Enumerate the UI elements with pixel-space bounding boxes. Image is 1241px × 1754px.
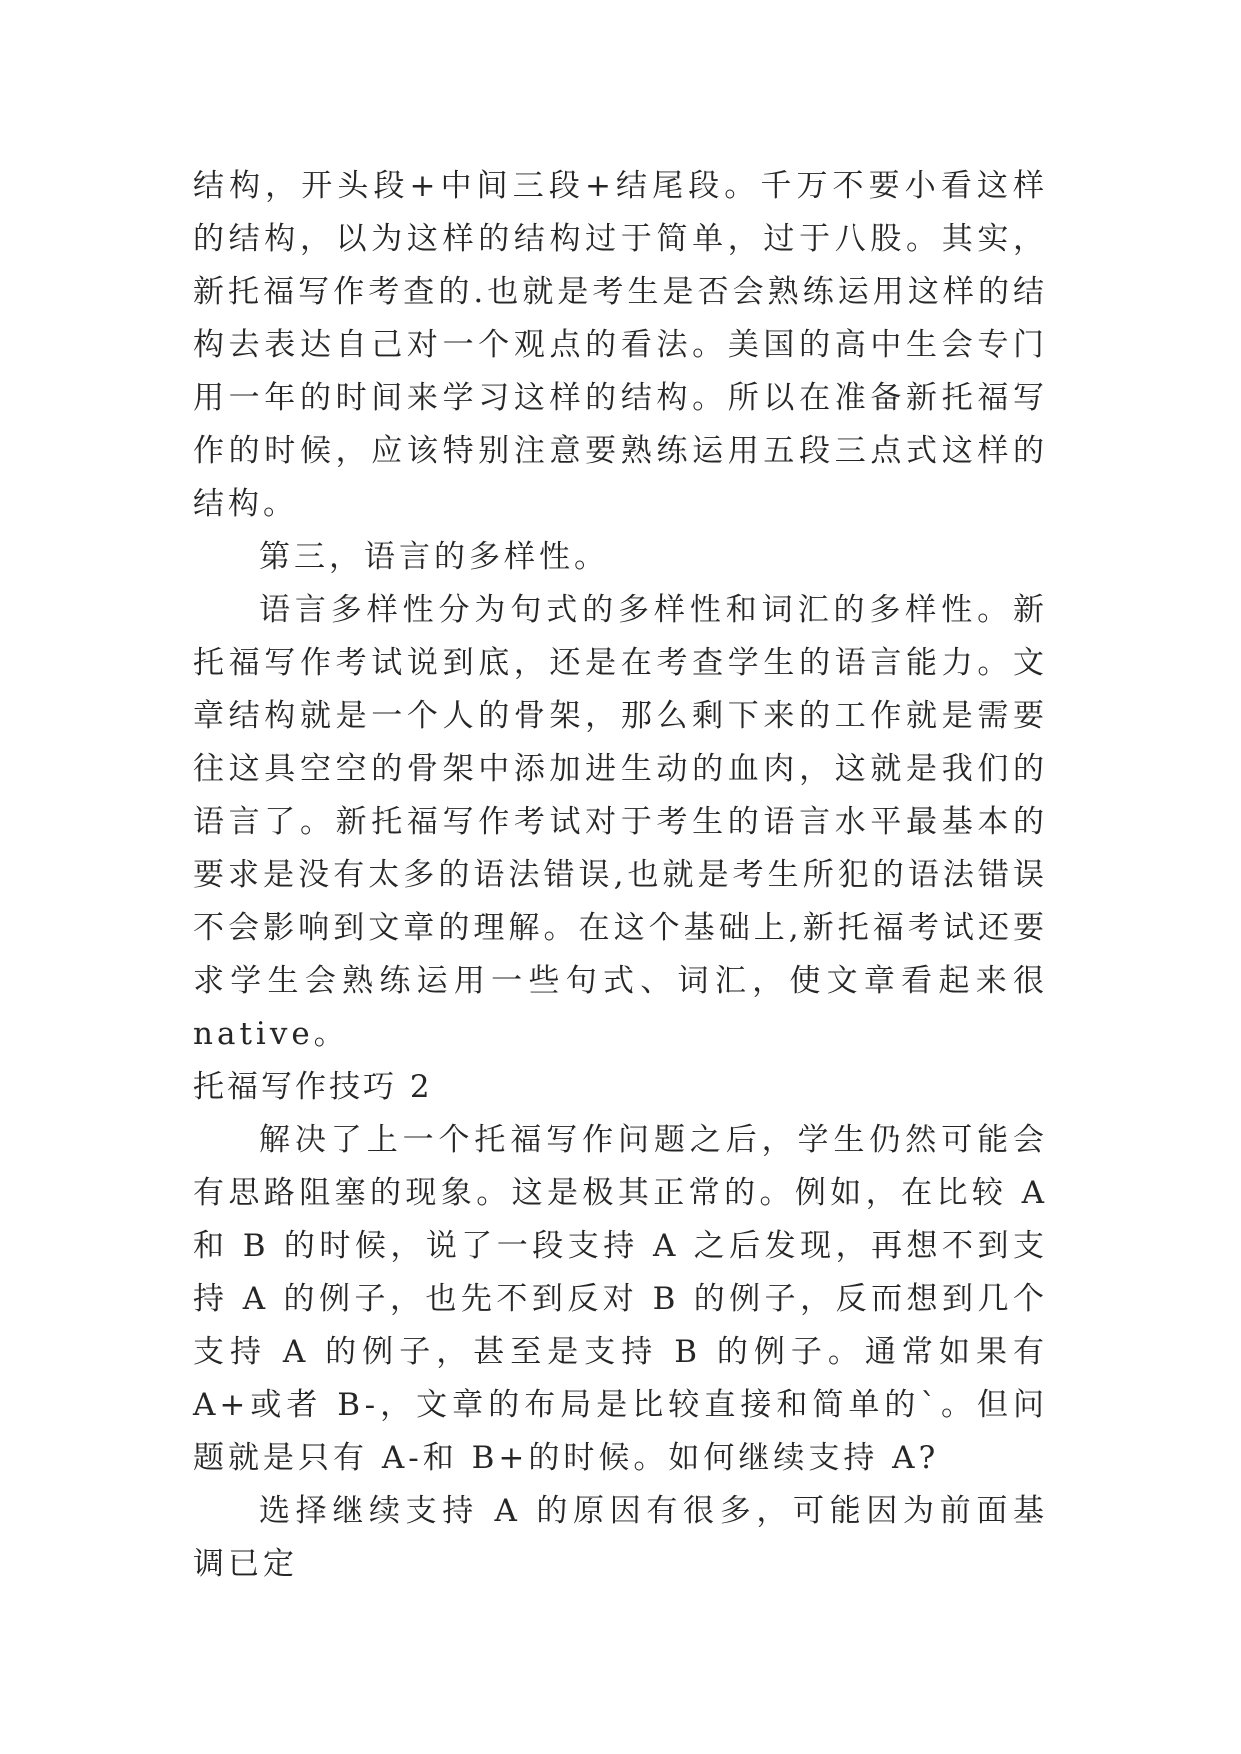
paragraph-structure: 结构，开头段+中间三段+结尾段。千万不要小看这样的结构，以为这样的结构过于简单，过于八股。其实，新托福写作考查的.也就是考生是否会熟练运用这样的结构去表达自己对一个观点的看法。美国的高中生会专门用一年的时间来学习这样的结构。所以在准备新托福写作的时候，应该特别注意要熟练运用五段三点式这样的结构。 <box>193 168 1048 522</box>
paragraph-language-diversity: 语言多样性分为句式的多样性和词汇的多样性。新托福写作考试说到底，还是在考查学生的语言能力。文章结构就是一个人的骨架，那么剩下来的工作就是需要往这具空空的骨架中添加进生动的血肉，这就是我们的语言了。新托福写作考试对于考生的语言水平最基本的要求是没有太多的语法错误,也就是考生所犯的语法错误不会影响到文章的理解。在这个基础上,新托福考试还要求学生会熟练运用一些句式、词汇，使文章看起来很 native。 <box>193 592 1048 1052</box>
document-body <box>193 160 1048 1591</box>
paragraph-continue-support: 选择继续支持 A 的原因有很多，可能因为前面基调已定 <box>193 1493 1048 1582</box>
section-heading-tip-2: 托福写作技巧 2 <box>193 1069 433 1105</box>
paragraph-thought-block: 解决了上一个托福写作问题之后，学生仍然可能会有思路阻塞的现象。这是极其正常的。例如，在比较 A 和 B 的时候，说了一段支持 A 之后发现，再想不到支持 A 的例子，也先不到反对 B 的例子，反而想到几个支持 A 的例子，甚至是支持 B 的例子。通常如果有 A+或者 B-，文章的布局是比较直接和简单的`。但问题就是只有 A-和 B+的时候。如何继续支持 A? <box>193 1122 1048 1476</box>
paragraph-point-three-title: 第三，语言的多样性。 <box>259 539 609 575</box>
